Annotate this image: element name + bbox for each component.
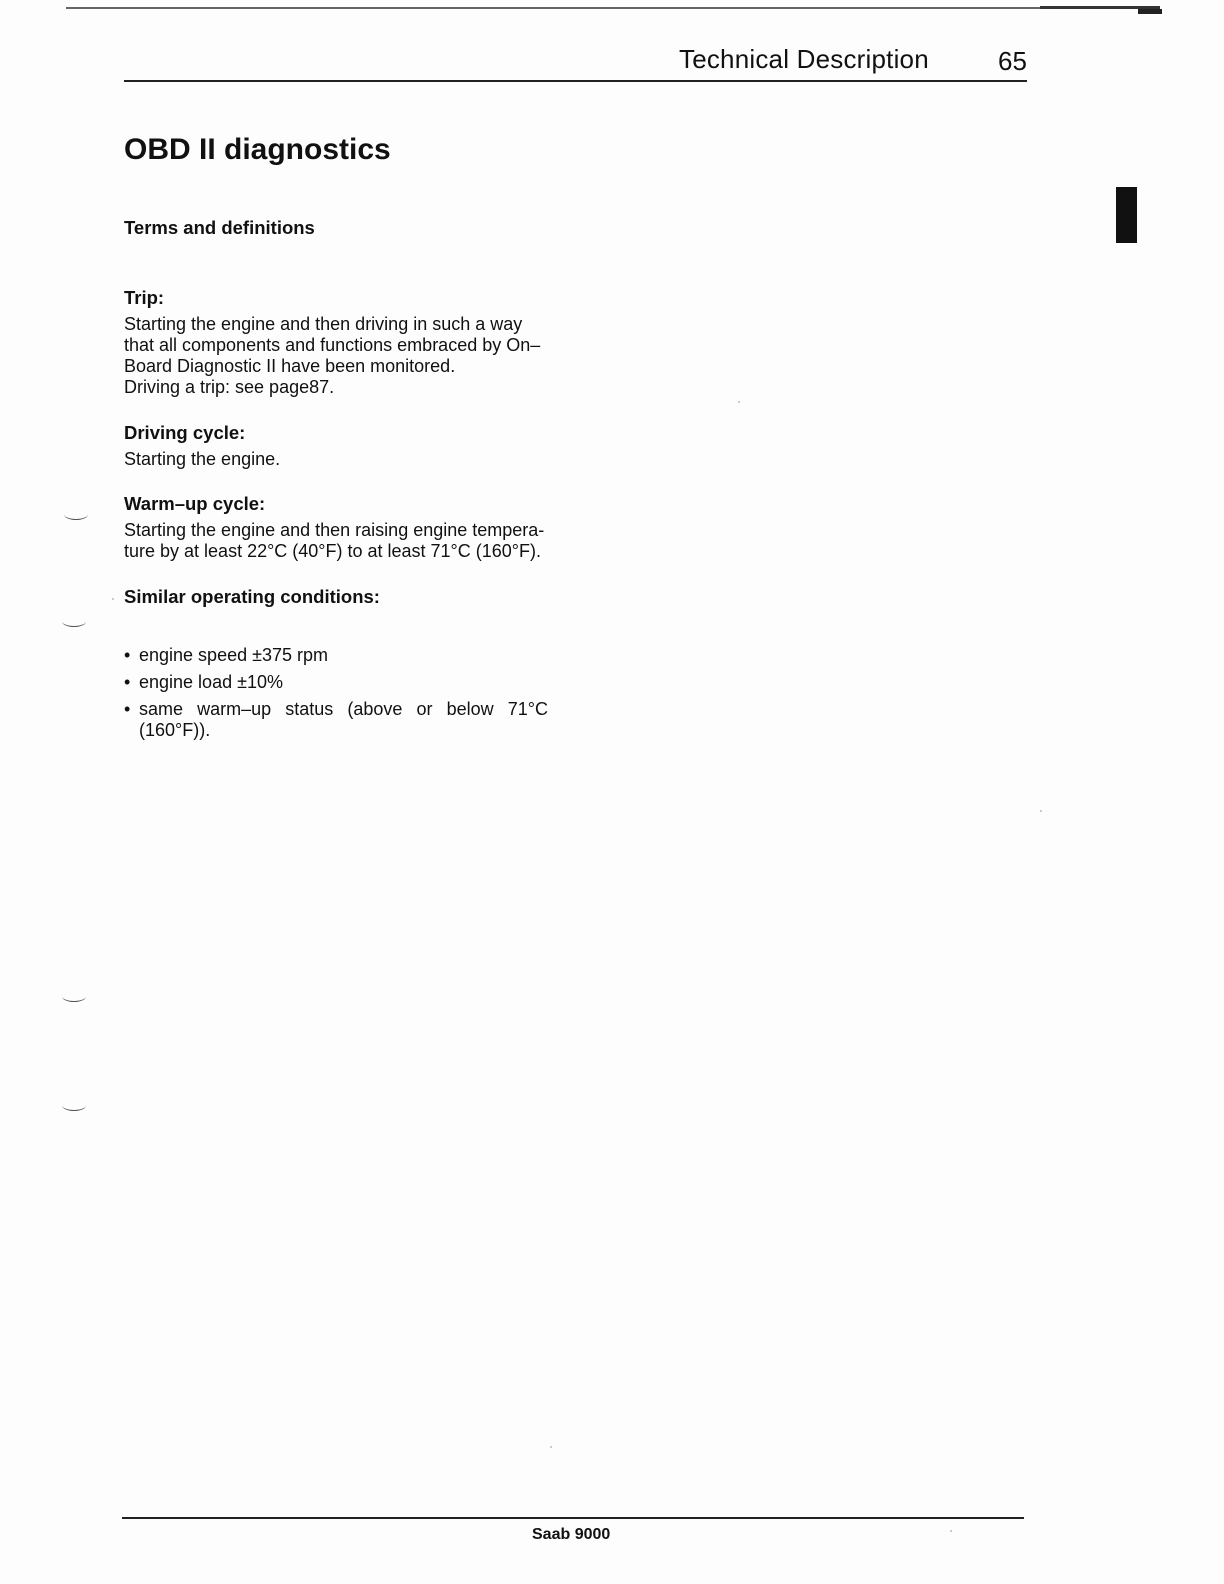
definition-line: Driving a trip: see page87. bbox=[124, 377, 335, 397]
list-item bbox=[124, 699, 548, 741]
term-definition bbox=[124, 449, 548, 470]
scan-artifact-curl bbox=[62, 991, 86, 1002]
scan-artifact-curl bbox=[62, 1100, 86, 1111]
footer-rule bbox=[122, 1517, 1024, 1519]
term-label: Warm–up cycle: bbox=[124, 493, 266, 514]
scan-speck bbox=[1040, 810, 1042, 812]
definition-line: ture by at least 22°C (40°F) to at least 71°C (160°F). bbox=[124, 541, 541, 561]
scan-speck bbox=[550, 1446, 552, 1448]
list-item bbox=[124, 672, 548, 693]
list-item-text: engine load ±10% bbox=[139, 672, 283, 692]
scan-speck bbox=[950, 1530, 952, 1532]
term-driving-cycle bbox=[124, 421, 548, 470]
definition-line: Starting the engine. bbox=[124, 449, 281, 469]
term-label: Driving cycle: bbox=[124, 422, 246, 443]
definition-line: that all components and functions embraced by On– bbox=[124, 335, 541, 355]
top-scan-mark bbox=[1138, 9, 1162, 14]
list-item-text: engine speed ±375 rpm bbox=[139, 645, 329, 665]
scan-artifact-curl bbox=[62, 616, 86, 627]
list-item-text: same warm–up status (above or below 71°C (160°F)). bbox=[139, 699, 548, 740]
header-rule bbox=[124, 80, 1027, 82]
term-definition bbox=[124, 314, 548, 398]
bullet-icon: • bbox=[124, 672, 131, 692]
margin-tab-marker bbox=[1116, 187, 1137, 243]
list-item bbox=[124, 645, 548, 666]
term-trip bbox=[124, 286, 548, 398]
page-number: 65 bbox=[998, 46, 1027, 76]
top-scan-line bbox=[66, 7, 1138, 9]
running-header-title: Technical Description bbox=[679, 44, 929, 74]
term-warm-up-cycle bbox=[124, 492, 548, 562]
definition-line: Starting the engine and then driving in such a way bbox=[124, 314, 523, 334]
page-title: OBD II diagnostics bbox=[124, 133, 391, 166]
section-heading: Terms and definitions bbox=[124, 217, 315, 238]
bullet-icon: • bbox=[124, 645, 131, 665]
bullet-icon: • bbox=[124, 699, 131, 719]
term-label: Similar operating conditions: bbox=[124, 586, 380, 607]
scan-artifact-curl bbox=[64, 509, 88, 520]
term-definition bbox=[124, 520, 548, 562]
definition-line: Board Diagnostic II have been monitored. bbox=[124, 356, 456, 376]
definition-line: Starting the engine and then raising engine tempera- bbox=[124, 520, 545, 540]
conditions-list bbox=[124, 645, 548, 747]
term-similar-operating-conditions bbox=[124, 585, 548, 613]
footer-label: Saab 9000 bbox=[532, 1526, 611, 1543]
scan-speck bbox=[112, 598, 114, 600]
scan-speck bbox=[738, 401, 740, 403]
term-label: Trip: bbox=[124, 287, 165, 308]
